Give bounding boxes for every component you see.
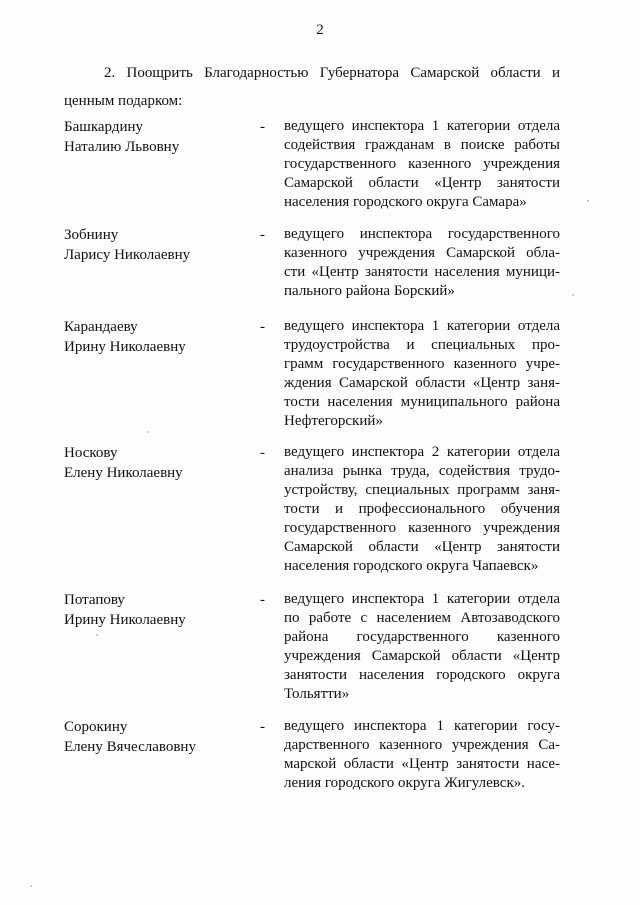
description-line: ведущего инспектора государственного — [284, 226, 560, 242]
description-line: Самарской области «Центр занятости — [284, 539, 560, 555]
description-line: ления городского округа Жигулевск». — [284, 775, 525, 791]
description-line: пального района Борский» — [284, 283, 455, 299]
description-line: населения городского округа Чапаевск» — [284, 558, 539, 574]
person-given-names: Ирину Николаевну — [64, 612, 186, 628]
intro-line-2: ценным подарком: — [64, 93, 183, 109]
person-surname: Потапову — [64, 592, 125, 608]
description-line: дарственного казенного учреждения Са- — [284, 737, 560, 753]
description-line: учреждения Самарской области «Центр — [284, 648, 560, 664]
dash-separator: - — [260, 592, 265, 608]
person-name — [64, 717, 244, 757]
scan-speck — [587, 200, 589, 202]
position-description — [284, 117, 560, 212]
description-line: устройству, специальных программ заня- — [284, 482, 560, 498]
position-description — [284, 443, 560, 576]
description-line: ведущего инспектора 1 категории отдела — [284, 318, 560, 334]
person-surname: Башкардину — [64, 119, 144, 135]
description-line: сти «Центр занятости населения муници- — [284, 264, 560, 280]
description-line: ведущего инспектора 1 категории госу- — [284, 718, 560, 734]
person-given-names: Ларису Николаевну — [64, 247, 191, 263]
description-line: тости населения муниципального района — [284, 394, 560, 410]
description-line: трудоустройства и специальных про- — [284, 337, 560, 353]
dash-separator: - — [260, 319, 265, 335]
position-description — [284, 225, 560, 301]
position-description — [284, 317, 560, 431]
description-line: анализа рынка труда, содействия трудо- — [284, 463, 560, 479]
description-line: ведущего инспектора 2 категории отдела — [284, 444, 560, 460]
page-number: 2 — [316, 22, 324, 38]
scan-speck — [572, 294, 574, 296]
person-surname: Носкову — [64, 445, 118, 461]
description-line: ждения Самарской области «Центр заня- — [284, 375, 560, 391]
person-name — [64, 117, 244, 157]
scan-speck — [147, 431, 149, 433]
description-line: занятости населения городского округа — [284, 667, 560, 683]
description-line: государственного казенного учреждения — [284, 156, 560, 172]
position-description — [284, 590, 560, 704]
intro-line-1: 2. Поощрить Благодарностью Губернатора Самарской области и — [104, 65, 560, 81]
person-name — [64, 590, 244, 630]
description-line: по работе с населением Автозаводского — [284, 610, 560, 626]
description-line: Нефтегорский» — [284, 413, 383, 429]
person-surname: Сорокину — [64, 719, 128, 735]
description-line: содействия гражданам в поиске работы — [284, 137, 560, 153]
scan-speck — [30, 885, 32, 887]
description-line: государственного казенного учреждения — [284, 520, 560, 536]
description-line: тости и профессионального обучения — [284, 501, 560, 517]
dash-separator: - — [260, 719, 265, 735]
dash-separator: - — [260, 119, 265, 135]
description-line: Тольятти» — [284, 686, 350, 702]
scan-speck — [96, 634, 98, 636]
person-name — [64, 317, 244, 357]
person-name — [64, 225, 244, 265]
person-given-names: Наталию Львовну — [64, 139, 180, 155]
person-surname: Зобнину — [64, 227, 119, 243]
description-line: района государственного казенного — [284, 629, 560, 645]
description-line: грамм государственного казенного учре- — [284, 356, 560, 372]
description-line: ведущего инспектора 1 категории отдела — [284, 591, 560, 607]
position-description — [284, 717, 560, 793]
person-given-names: Ирину Николаевну — [64, 339, 186, 355]
dash-separator: - — [260, 227, 265, 243]
dash-separator: - — [260, 445, 265, 461]
description-line: населения городского округа Самара» — [284, 194, 527, 210]
description-line: Самарской области «Центр занятости — [284, 175, 560, 191]
person-given-names: Елену Вячеславовну — [64, 739, 196, 755]
description-line: ведущего инспектора 1 категории отдела — [284, 118, 560, 134]
description-line: марской области «Центр занятости насе- — [284, 756, 560, 772]
person-given-names: Елену Николаевну — [64, 465, 183, 481]
person-name — [64, 443, 244, 483]
person-surname: Карандаеву — [64, 319, 138, 335]
description-line: казенного учреждения Самарской обла- — [284, 245, 560, 261]
